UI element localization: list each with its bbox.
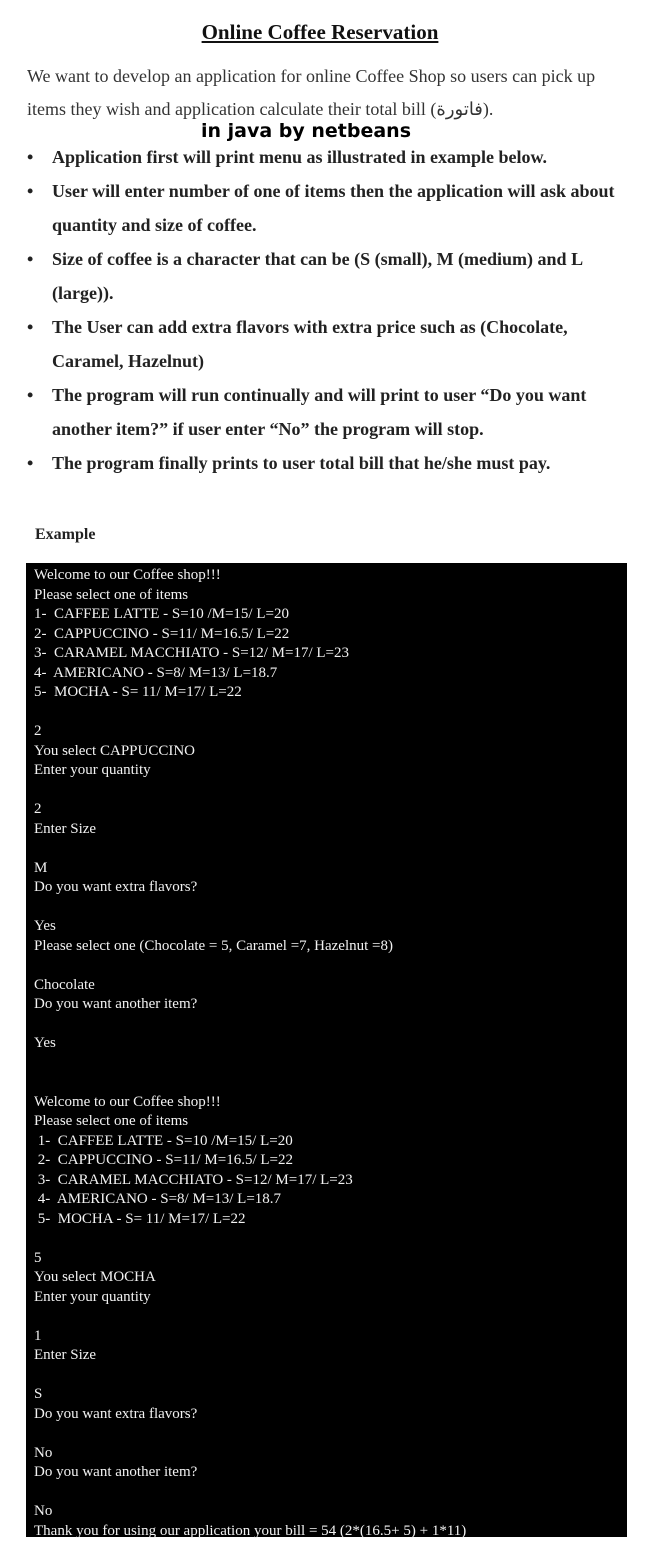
bullet-icon: • bbox=[27, 147, 34, 167]
console-line: 3- CARAMEL MACCHIATO - S=12/ M=17/ L=23 bbox=[34, 645, 349, 661]
console-line: Do you want another item? bbox=[34, 996, 198, 1012]
console-line: M bbox=[34, 859, 48, 876]
console-line: Enter Size bbox=[34, 1347, 97, 1363]
console-line: Chocolate bbox=[34, 976, 95, 993]
page-title: Online Coffee Reservation bbox=[201, 20, 439, 44]
example-label: Example bbox=[35, 526, 96, 543]
console-line bbox=[34, 1424, 619, 1444]
console-line: No bbox=[34, 1503, 53, 1519]
requirement-item: • The User can add extra flavors with extra price such as (Chocolate, Caramel, Hazelnut) bbox=[22, 310, 622, 378]
console-line bbox=[34, 956, 619, 976]
console-line bbox=[34, 1015, 619, 1035]
bullet-icon: • bbox=[27, 385, 34, 405]
requirement-item: • Size of coffee is a character that can be (S (small), M (medium) and L (large)). bbox=[22, 242, 622, 310]
console-line: Please select one (Chocolate = 5, Caramel =7, Hazelnut =8) bbox=[34, 937, 394, 954]
requirement-item: • The program finally prints to user total bill that he/she must pay. bbox=[22, 446, 622, 480]
requirement-item: • User will enter number of one of items then the application will ask about quantity and size of coffee. bbox=[22, 174, 622, 242]
console-line bbox=[34, 703, 619, 723]
console-line: 4- AMERICANO - S=8/ M=13/ L=18.7 bbox=[34, 1191, 282, 1207]
console-line: Please select one of items bbox=[34, 1113, 189, 1129]
console-line: 2 bbox=[34, 723, 42, 739]
console-line: Do you want another item? bbox=[34, 1464, 198, 1480]
bullet-icon: • bbox=[27, 453, 34, 473]
console-line: 1- CAFFEE LATTE - S=10 /M=15/ L=20 bbox=[34, 1132, 293, 1149]
console-line: 3- CARAMEL MACCHIATO - S=12/ M=17/ L=23 bbox=[34, 1171, 353, 1188]
console-line bbox=[34, 1483, 619, 1503]
console-line: Yes bbox=[34, 1035, 56, 1051]
console-line: Welcome to our Coffee shop!!! bbox=[34, 1093, 221, 1110]
bullet-icon: • bbox=[27, 181, 34, 201]
console-line: 2- CAPPUCCINO - S=11/ M=16.5/ L=22 bbox=[34, 1152, 294, 1168]
console-line: S bbox=[34, 1386, 43, 1402]
console-line: No bbox=[34, 1444, 53, 1461]
console-output bbox=[26, 563, 627, 1537]
console-line: 5- MOCHA - S= 11/ M=17/ L=22 bbox=[34, 1210, 246, 1227]
console-line: 1- CAFFEE LATTE - S=10 /M=15/ L=20 bbox=[34, 606, 289, 622]
console-line: Enter Size bbox=[34, 820, 97, 837]
bullet-icon: • bbox=[27, 317, 34, 337]
console-line: 1 bbox=[34, 1327, 42, 1344]
console-line: Do you want extra flavors? bbox=[34, 1405, 198, 1422]
requirement-item: • The program will run continually and will print to user “Do you want another item?” if user enter “No” the program will stop. bbox=[22, 378, 622, 446]
console-line: 5- MOCHA - S= 11/ M=17/ L=22 bbox=[34, 684, 242, 700]
console-line bbox=[34, 1229, 619, 1249]
requirement-item: • Application first will print menu as illustrated in example below. bbox=[22, 140, 622, 174]
console-line: Welcome to our Coffee shop!!! bbox=[34, 567, 221, 583]
console-line: Do you want extra flavors? bbox=[34, 879, 198, 895]
console-line bbox=[34, 781, 619, 801]
console-line bbox=[34, 1366, 619, 1386]
console-line bbox=[34, 1307, 619, 1327]
intro-paragraph: We want to develop an application for online Coffee Shop so users can pick up items they wish and application calculate their total bill (فاتورة). bbox=[27, 66, 596, 119]
console-line: Enter your quantity bbox=[34, 1288, 151, 1305]
handwritten-note: in java by netbeans bbox=[200, 120, 412, 142]
console-line: You select CAPPUCCINO bbox=[34, 742, 196, 759]
console-line: 4- AMERICANO - S=8/ M=13/ L=18.7 bbox=[34, 664, 278, 681]
console-line bbox=[34, 1054, 619, 1074]
console-line: 2- CAPPUCCINO - S=11/ M=16.5/ L=22 bbox=[34, 625, 290, 642]
console-line: 5 bbox=[34, 1249, 42, 1266]
console-line: Thank you for using our application your bill = 54 (2*(16.5+ 5) + 1*11) bbox=[34, 1522, 467, 1539]
console-line bbox=[34, 1073, 619, 1093]
console-line: 2 bbox=[34, 801, 42, 817]
console-line bbox=[34, 898, 619, 918]
console-line: Please select one of items bbox=[34, 586, 189, 603]
requirements-list bbox=[22, 140, 622, 480]
bullet-icon: • bbox=[27, 249, 34, 269]
console-line: You select MOCHA bbox=[34, 1269, 156, 1285]
console-line: Yes bbox=[34, 918, 56, 934]
console-line bbox=[34, 839, 619, 859]
console-line: Enter your quantity bbox=[34, 762, 151, 778]
